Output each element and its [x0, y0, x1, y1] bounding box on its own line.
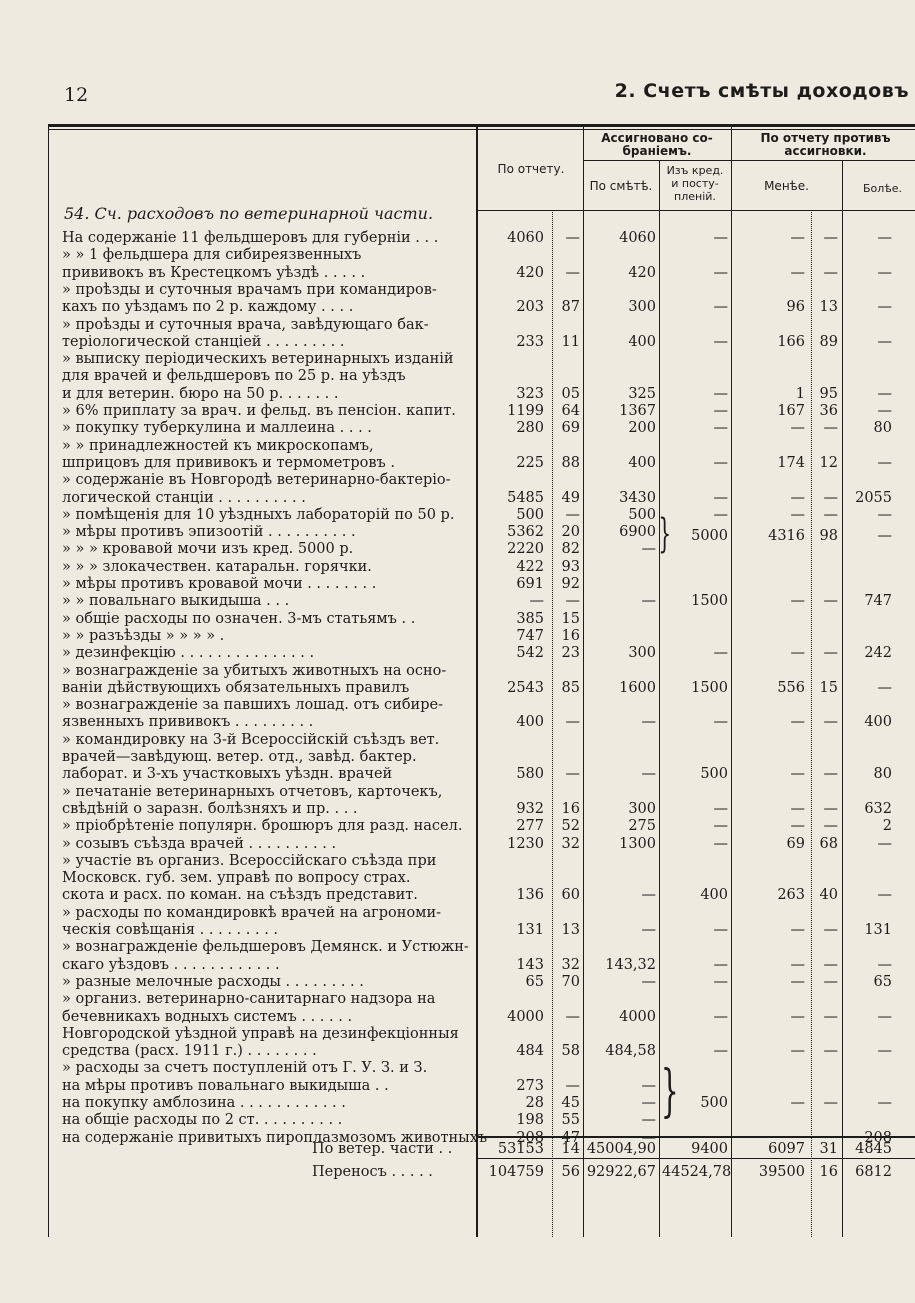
row-text-line: » проѣзды и суточныя врача, завѣдующаго бак-: [62, 316, 429, 333]
row-kred-cell: —: [713, 385, 728, 402]
row-smeta-cell: 300: [628, 645, 656, 662]
row-menee-r-cell: —: [790, 264, 805, 281]
row-menee-r-cell: —: [790, 230, 805, 246]
row-menee-r-cell: —: [790, 714, 805, 731]
row-menee-k-cell: —: [823, 818, 838, 835]
totals-rub-cell: 104759: [488, 1164, 544, 1180]
row-kop-cell: 23: [561, 645, 580, 662]
row-menee-k-cell: —: [823, 230, 838, 246]
top-rule: [48, 124, 915, 127]
row-text-line: » вознагражденіе за убитыхъ животныхъ на осно-: [62, 662, 447, 679]
row-text-line: » покупку туберкулина и маллеина . . . .: [62, 420, 372, 437]
row-menee-r-cell: 166: [777, 333, 805, 350]
row-text-line: прививокъ въ Крестецкомъ уѣздѣ . . . . .: [62, 264, 366, 281]
row-menee-r-cell: —: [790, 645, 805, 662]
row-text-line: и для ветерин. бюро на 50 р. . . . . . .: [62, 385, 339, 402]
row-rub-cell: 542: [516, 645, 544, 662]
row-kop-cell: —: [565, 766, 580, 783]
row-rub-cell: 277: [516, 818, 544, 835]
row-menee-r-cell: —: [790, 1008, 805, 1025]
row-kop-cell: —: [565, 264, 580, 281]
row-text-line: » печатаніе ветеринарныхъ отчетовъ, карточекъ,: [62, 783, 443, 800]
row-bolee-cell: 2: [882, 818, 892, 835]
row-menee-k-cell: 40: [819, 887, 838, 904]
row-rub-cell: 28: [525, 1095, 544, 1111]
row-text-line: ваніи дѣйствующихъ обязательныхъ правилъ: [62, 679, 410, 696]
row-kop-cell: 32: [561, 956, 580, 973]
row-text-line: теріологической станціей . . . . . . . . .: [62, 333, 345, 350]
row-menee-k-cell: —: [823, 593, 838, 610]
row-text-line: » помѣщенія для 10 уѣздныхъ лабораторій по 50 р.: [62, 506, 455, 523]
row-rub-cell: 208: [516, 1129, 544, 1146]
row-text-line: » созывъ съѣзда врачей . . . . . . . . . .: [62, 835, 337, 852]
row-bolee-cell: 747: [864, 593, 892, 610]
row-text-line: на содержаніе привитыхъ пироплазмозомъ животныхъ: [62, 1129, 488, 1146]
row-rub-cell: 691: [516, 576, 544, 592]
row-kop-cell: 60: [561, 887, 580, 904]
row-smeta-cell: —: [641, 1129, 656, 1146]
row-rub-cell: 1199: [507, 403, 544, 419]
row-kop-cell: 58: [561, 1043, 580, 1060]
row-menee-k-cell: 95: [819, 385, 838, 402]
row-text-line: для врачей и фельдшеровъ по 25 р. на уѣздъ: [62, 368, 406, 385]
row-bolee-cell: 65: [873, 973, 892, 990]
row-text-line: » » 1 фельдшера для сибиреязвенныхъ: [62, 247, 362, 264]
row-menee-k-cell: —: [823, 420, 838, 437]
totals-bolee-cell: 6812: [855, 1164, 892, 1180]
row-bolee-cell: —: [877, 230, 892, 246]
row-bolee-cell: 2055: [855, 489, 892, 506]
row-smeta-cell: —: [641, 766, 656, 783]
row-kred-cell: —: [713, 714, 728, 731]
row-menee-k-cell: —: [823, 645, 838, 662]
row-bolee-cell: —: [877, 1043, 892, 1060]
row-menee-k-cell: —: [823, 800, 838, 817]
row-rub-cell: 1230: [507, 835, 544, 852]
totals-menee-r-cell: 39500: [758, 1164, 805, 1180]
row-rub-cell: 198: [516, 1112, 544, 1129]
row-text-line: » общіе расходы по означен. 3-мъ статьямъ . .: [62, 610, 416, 627]
row-smeta-cell: 484,58: [605, 1043, 656, 1060]
totals-label: Переносъ . . . . .: [312, 1164, 433, 1180]
row-text-line: » участіе въ организ. Всероссійскаго съѣзда при: [62, 852, 437, 869]
totals-menee-k-cell: 31: [819, 1141, 838, 1157]
row-kop-cell: 93: [561, 558, 580, 575]
row-bolee-cell: —: [877, 1008, 892, 1025]
row-menee-r-cell: 263: [777, 887, 805, 904]
row-text-line: » » повальнаго выкидыша . . .: [62, 593, 290, 610]
row-menee-r-cell: 1: [795, 385, 805, 402]
row-menee-r-cell: —: [790, 489, 805, 506]
row-kop-cell: 92: [561, 576, 580, 592]
row-kop-cell: 32: [561, 835, 580, 852]
row-text-line: » расходы за счетъ поступленій отъ Г. У. З. и З.: [62, 1060, 428, 1077]
row-text-line: язвенныхъ прививокъ . . . . . . . . .: [62, 714, 314, 731]
row-kop-cell: 11: [561, 333, 580, 350]
row-menee-k-cell: 12: [819, 454, 838, 471]
row-smeta-cell: 3430: [619, 489, 656, 506]
row-rub-cell: 4000: [507, 1008, 544, 1025]
row-smeta-cell: —: [641, 1112, 656, 1129]
row-bolee-cell: 80: [873, 766, 892, 783]
row-smeta-cell: 6900: [619, 524, 656, 541]
row-text-line: » » » злокачествен. катаральн. горячки.: [62, 558, 372, 575]
row-kop-cell: 70: [561, 973, 580, 990]
page-number: 12: [64, 84, 89, 106]
row-menee-k-cell: —: [823, 1008, 838, 1025]
row-rub-cell: 143: [516, 956, 544, 973]
row-menee-k-cell: 15: [819, 679, 838, 696]
row-kop-cell: 88: [561, 454, 580, 471]
row-kred-cell: —: [713, 818, 728, 835]
row-rub-cell: 65: [525, 973, 544, 990]
totals-rule-2: [476, 1158, 915, 1159]
row-kred-cell: —: [713, 956, 728, 973]
row-kred-cell: —: [713, 973, 728, 990]
row-rub-cell: —: [529, 593, 544, 610]
row-kop-cell: 87: [561, 299, 580, 316]
row-bolee-cell: 80: [873, 420, 892, 437]
totals-bolee-cell: 4845: [855, 1141, 892, 1157]
row-menee-k-cell: 89: [819, 333, 838, 350]
row-kop-cell: —: [565, 714, 580, 731]
row-kred-cell: —: [713, 264, 728, 281]
row-text-line: » расходы по командировкѣ врачей на агрономи-: [62, 904, 442, 921]
row-rub-cell: 932: [516, 800, 544, 817]
row-kred-cell: 1500: [691, 593, 728, 610]
row-rub-cell: 5362: [507, 524, 544, 541]
row-bolee-cell: 632: [864, 800, 892, 817]
row-menee-k-cell: —: [823, 1043, 838, 1060]
row-menee-r-cell: 69: [786, 835, 805, 852]
column-header-po-otchetu: По отчету.: [497, 162, 565, 176]
row-menee-k-cell: —: [823, 714, 838, 731]
epizootii-brace: }: [658, 511, 672, 557]
row-bolee-cell: —: [877, 506, 892, 523]
column-header-menee: Менѣе.: [764, 179, 809, 193]
column-header-assignovano: Ассигновано со- браніемъ.: [601, 131, 713, 158]
section-title: 54. Сч. расходовъ по ветеринарной части.: [64, 204, 434, 223]
row-text-line: » мѣры противъ кровавой мочи . . . . . . . .: [62, 576, 377, 592]
row-smeta-cell: —: [641, 593, 656, 610]
row-kred-cell: —: [713, 835, 728, 852]
row-smeta-cell: —: [641, 714, 656, 731]
totals-label: По ветер. части . .: [312, 1141, 453, 1157]
epizootii-menee-k: 98: [819, 528, 838, 544]
row-kred-cell: —: [713, 1008, 728, 1025]
row-menee-r-cell: —: [790, 1095, 805, 1111]
row-smeta-cell: 400: [628, 454, 656, 471]
row-rub-cell: 484: [516, 1043, 544, 1060]
row-kred-cell: 500: [700, 766, 728, 783]
row-text-line: бечевникахъ водныхъ системъ . . . . . .: [62, 1008, 353, 1025]
row-smeta-cell: 420: [628, 264, 656, 281]
row-menee-k-cell: —: [823, 922, 838, 938]
row-bolee-cell: 131: [864, 922, 892, 938]
vykidysh-brace: }: [660, 1059, 679, 1124]
top-rule-thin: [48, 129, 915, 130]
row-text-line: » вознагражденіе фельдшеровъ Демянск. и Устюжн-: [62, 939, 469, 956]
row-kred-cell: —: [713, 333, 728, 350]
row-text-line: на общіе расходы по 2 ст. . . . . . . . . .: [62, 1112, 343, 1129]
row-bolee-cell: 400: [864, 714, 892, 731]
row-text-line: свѣдѣній о заразн. болѣзняхъ и пр. . . .: [62, 800, 358, 817]
row-rub-cell: 385: [516, 610, 544, 627]
row-kop-cell: —: [565, 230, 580, 246]
row-rub-cell: 500: [516, 506, 544, 523]
row-bolee-cell: —: [877, 1095, 892, 1111]
totals-menee-r-cell: 6097: [768, 1141, 805, 1157]
row-kred-cell: —: [713, 922, 728, 938]
row-menee-r-cell: —: [790, 766, 805, 783]
row-menee-k-cell: 68: [819, 835, 838, 852]
row-menee-r-cell: —: [790, 420, 805, 437]
row-menee-k-cell: —: [823, 1095, 838, 1111]
row-kred-cell: —: [713, 403, 728, 419]
row-text-line: » содержаніе въ Новгородѣ ветеринарно-бактеріо-: [62, 472, 451, 489]
row-rub-cell: 400: [516, 714, 544, 731]
row-bolee-cell: —: [877, 299, 892, 316]
row-smeta-cell: 400: [628, 333, 656, 350]
row-text-line: » выписку періодическихъ ветеринарныхъ изданій: [62, 351, 454, 368]
row-bolee-cell: —: [877, 403, 892, 419]
row-text-line: ческія совѣщанія . . . . . . . . .: [62, 922, 279, 938]
row-bolee-cell: —: [877, 887, 892, 904]
row-rub-cell: 5485: [507, 489, 544, 506]
row-rub-cell: 131: [516, 922, 544, 938]
totals-kred-cell: 9400: [691, 1141, 728, 1157]
row-kred-cell: 500: [700, 1095, 728, 1111]
epizootii-kred: 5000: [691, 528, 728, 544]
row-text-line: » пріобрѣтеніе популярн. брошюръ для разд. насел.: [62, 818, 463, 835]
row-kred-cell: —: [713, 299, 728, 316]
epizootii-bolee: —: [877, 528, 892, 544]
row-menee-r-cell: 167: [777, 403, 805, 419]
row-kred-cell: —: [713, 420, 728, 437]
row-kop-cell: 64: [561, 403, 580, 419]
row-text-line: на покупку амблозина . . . . . . . . . . . .: [62, 1095, 346, 1111]
column-header-po-otchetu-protiv: По отчету противъ ассигновки.: [760, 131, 891, 158]
row-menee-k-cell: —: [823, 956, 838, 973]
row-smeta-cell: —: [641, 1095, 656, 1111]
row-text-line: кахъ по уѣздамъ по 2 р. каждому . . . .: [62, 299, 354, 316]
column-header-po-smete: По смѣтѣ.: [589, 179, 653, 193]
row-rub-cell: 580: [516, 766, 544, 783]
row-rub-cell: 203: [516, 299, 544, 316]
totals-kop-cell: 14: [561, 1141, 580, 1157]
row-kop-cell: —: [565, 1008, 580, 1025]
row-kop-cell: 69: [561, 420, 580, 437]
row-text-line: скаго уѣздовъ . . . . . . . . . . . .: [62, 956, 280, 973]
row-text-line: На содержаніе 11 фельдшеровъ для губерніи . . .: [62, 230, 439, 246]
row-kred-cell: —: [713, 489, 728, 506]
row-text-line: Московск. губ. зем. управѣ по вопросу страх.: [62, 870, 411, 887]
row-text-line: » 6% приплату за врач. и фельд. въ пенсіон. капит.: [62, 403, 456, 419]
row-text-line: » » разъѣзды » » » » .: [62, 627, 225, 644]
row-menee-k-cell: 36: [819, 403, 838, 419]
row-smeta-cell: —: [641, 887, 656, 904]
row-rub-cell: 420: [516, 264, 544, 281]
row-bolee-cell: —: [877, 454, 892, 471]
row-rub-cell: 747: [516, 627, 544, 644]
totals-rule: [476, 1136, 915, 1138]
row-smeta-cell: 1367: [619, 403, 656, 419]
row-menee-r-cell: 96: [786, 299, 805, 316]
row-kop-cell: 55: [561, 1112, 580, 1129]
row-smeta-cell: —: [641, 922, 656, 938]
totals-kred-cell: 44524,78: [662, 1164, 732, 1180]
row-kop-cell: 49: [561, 489, 580, 506]
row-rub-cell: 2543: [507, 679, 544, 696]
row-kop-cell: 45: [561, 1095, 580, 1111]
row-bolee-cell: —: [877, 956, 892, 973]
row-smeta-cell: 143,32: [605, 956, 656, 973]
row-kred-cell: 400: [700, 887, 728, 904]
row-text-line: Новгородской уѣздной управѣ на дезинфекціонныя: [62, 1025, 459, 1042]
row-smeta-cell: 4060: [619, 230, 656, 246]
page-header-title: 2. Счетъ смѣты доходовъ: [614, 80, 909, 102]
row-rub-cell: 422: [516, 558, 544, 575]
row-text-line: врачей—завѣдующ. ветер. отд., завѣд. бактер.: [62, 749, 417, 765]
row-text-line: шприцовъ для прививокъ и термометровъ .: [62, 454, 395, 471]
row-kred-cell: 1500: [691, 679, 728, 696]
row-kop-cell: —: [565, 593, 580, 610]
row-text-line: » » » кровавой мочи изъ кред. 5000 р.: [62, 541, 354, 558]
row-smeta-cell: 4000: [619, 1008, 656, 1025]
row-text-line: скота и расх. по коман. на съѣздъ представит.: [62, 887, 418, 904]
row-smeta-cell: 200: [628, 420, 656, 437]
row-text-line: средства (расх. 1911 г.) . . . . . . . .: [62, 1043, 317, 1060]
row-bolee-cell: —: [877, 385, 892, 402]
row-text-line: » мѣры противъ эпизоотій . . . . . . . . . .: [62, 524, 356, 541]
row-text-line: » разные мелочные расходы . . . . . . . . .: [62, 973, 364, 990]
row-bolee-cell: 208: [864, 1129, 892, 1146]
row-bolee-cell: 242: [864, 645, 892, 662]
totals-kop-cell: 56: [561, 1164, 580, 1180]
row-menee-k-cell: —: [823, 766, 838, 783]
row-menee-k-cell: —: [823, 973, 838, 990]
row-kop-cell: 05: [561, 385, 580, 402]
row-rub-cell: 136: [516, 887, 544, 904]
row-menee-r-cell: —: [790, 973, 805, 990]
row-kop-cell: 47: [561, 1129, 580, 1146]
row-menee-r-cell: —: [790, 922, 805, 938]
totals-menee-k-cell: 16: [819, 1164, 838, 1180]
row-menee-k-cell: —: [823, 506, 838, 523]
row-kop-cell: 85: [561, 679, 580, 696]
row-menee-k-cell: —: [823, 264, 838, 281]
totals-smeta-cell: 92922,67: [586, 1164, 656, 1180]
row-menee-r-cell: —: [790, 800, 805, 817]
row-kred-cell: —: [713, 645, 728, 662]
row-kop-cell: 16: [561, 800, 580, 817]
row-smeta-cell: 300: [628, 299, 656, 316]
row-menee-k-cell: —: [823, 489, 838, 506]
row-rub-cell: 280: [516, 420, 544, 437]
row-kop-cell: 20: [561, 524, 580, 541]
row-bolee-cell: —: [877, 679, 892, 696]
row-text-line: логической станціи . . . . . . . . . .: [62, 489, 306, 506]
row-kop-cell: 52: [561, 818, 580, 835]
row-kop-cell: 13: [561, 922, 580, 938]
row-bolee-cell: —: [877, 835, 892, 852]
row-menee-r-cell: —: [790, 506, 805, 523]
row-smeta-cell: 1600: [619, 679, 656, 696]
row-text-line: на мѣры противъ повальнаго выкидыша . .: [62, 1077, 389, 1094]
row-kop-cell: —: [565, 506, 580, 523]
row-kred-cell: —: [713, 800, 728, 817]
row-rub-cell: 4060: [507, 230, 544, 246]
epizootii-menee-r: 4316: [768, 528, 805, 544]
row-smeta-cell: 1300: [619, 835, 656, 852]
row-rub-cell: 323: [516, 385, 544, 402]
row-rub-cell: 233: [516, 333, 544, 350]
row-smeta-cell: 300: [628, 800, 656, 817]
row-text-line: лаборат. и 3-хъ участковыхъ уѣздн. врачей: [62, 766, 393, 783]
row-text-line: » организ. ветеринарно-санитарнаго надзора на: [62, 991, 436, 1008]
row-menee-k-cell: 13: [819, 299, 838, 316]
row-kop-cell: 82: [561, 541, 580, 558]
row-kred-cell: —: [713, 1043, 728, 1060]
row-bolee-cell: —: [877, 264, 892, 281]
row-text-line: » вознагражденіе за павшихъ лошад. отъ сибире-: [62, 697, 443, 714]
row-smeta-cell: 325: [628, 385, 656, 402]
row-kop-cell: —: [565, 1077, 580, 1094]
row-bolee-cell: —: [877, 333, 892, 350]
row-menee-r-cell: —: [790, 818, 805, 835]
row-smeta-cell: 275: [628, 818, 656, 835]
row-smeta-cell: —: [641, 1077, 656, 1094]
row-text-line: » командировку на 3-й Всероссійскій съѣздъ вет.: [62, 731, 440, 748]
column-header-iz-kred: Изъ кред. и посту- пленій.: [666, 164, 724, 203]
row-smeta-cell: —: [641, 973, 656, 990]
row-rub-cell: 225: [516, 454, 544, 471]
row-rub-cell: 273: [516, 1077, 544, 1094]
row-text-line: » проѣзды и суточныя врачамъ при командиров-: [62, 281, 437, 298]
totals-rub-cell: 53153: [497, 1141, 544, 1157]
row-text-line: » дезинфекцію . . . . . . . . . . . . . . .: [62, 645, 315, 662]
row-menee-r-cell: 556: [777, 679, 805, 696]
row-kop-cell: 15: [561, 610, 580, 627]
column-header-bolee: Болѣе.: [863, 182, 902, 195]
row-kred-cell: —: [713, 230, 728, 246]
row-menee-r-cell: —: [790, 1043, 805, 1060]
row-kop-cell: 16: [561, 627, 580, 644]
row-text-line: » » принадлежностей къ микроскопамъ,: [62, 437, 374, 454]
row-menee-r-cell: 174: [777, 454, 805, 471]
row-menee-r-cell: —: [790, 956, 805, 973]
totals-smeta-cell: 45004,90: [586, 1141, 656, 1157]
row-smeta-cell: 500: [628, 506, 656, 523]
row-rub-cell: 2220: [507, 541, 544, 558]
left-border: [48, 124, 49, 1237]
row-smeta-cell: —: [641, 541, 656, 558]
row-kred-cell: —: [713, 454, 728, 471]
row-kred-cell: —: [713, 506, 728, 523]
row-menee-r-cell: —: [790, 593, 805, 610]
